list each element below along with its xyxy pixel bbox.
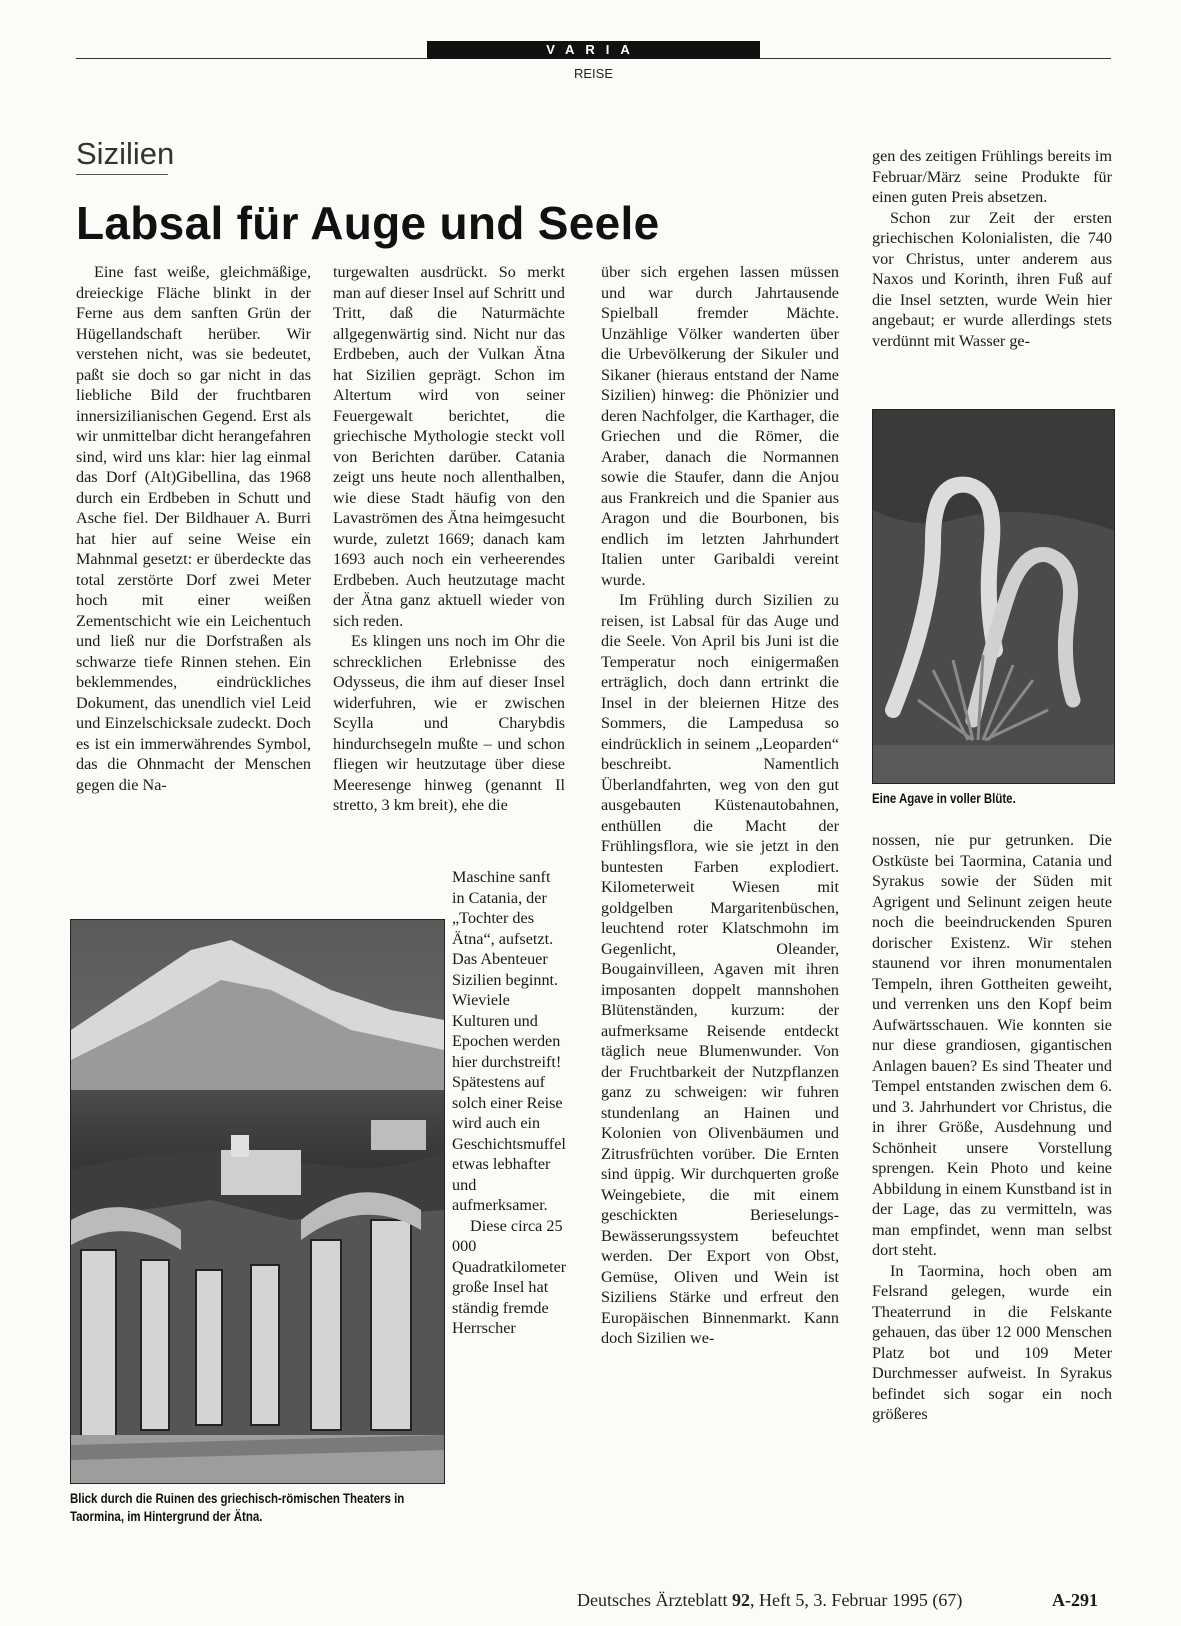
text-column-4-top bbox=[872, 146, 1112, 351]
theater-photo-caption: Blick durch die Ruinen des griechisch-römischen Theaters in Taormina, im Hintergrund der Ätna. bbox=[70, 1490, 405, 1524]
subsection-label: REISE bbox=[573, 66, 613, 81]
text-column-2-narrow bbox=[452, 867, 565, 1339]
section-banner: VARIA bbox=[427, 41, 760, 59]
article-kicker: Sizilien bbox=[76, 136, 175, 171]
page-footer bbox=[577, 1590, 962, 1611]
paragraph: Eine fast weiße, gleichmäßige, dreieckige Fläche blinkt in der Ferne aus dem sanften Grün der Hügellandschaft herüber. Wir verstehen nicht, was sie bedeutet, paßt sie doch so gar nicht in das liebliche Bild der fruchtbaren innersizilianischen Gegend. Erst als wir unmittelbar dicht herangefahren sind, wird uns klar: hier lag einmal das Dorf (Alt)Gibellina, das 1968 durch ein Erdbeben in Schutt und Asche fiel. Der Bildhauer A. Burri hat hier auf seine Weise ein Mahnmal gesetzt: er überdeckte das total zerstörte Dorf zwei Meter hoch mit einer weißen Zementschicht wie ein Leichentuch und ließ nur die Dorfstraßen als schwarze tiefe Rinnen stehen. Ein beklemmendes, eindrückliches Dokument, das unendlich viel Leid und Einzelschicksale zudeckt. Doch es ist ein immerwährendes Symbol, das die Ohnmacht der Menschen gegen die Na- bbox=[76, 263, 311, 794]
paragraph: nossen, nie pur getrunken. Die Ostküste bei Taormina, Catania und Syrakus sowie der Süden mit Agrigent und Selinunt zeigen heute noch die beeindruckenden Spuren dorischer Existenz. Wir stehen staunend vor ihren monumentalen Tempeln, ihren Gottheiten geweiht, und verrenken uns den Kopf beim Aufwärtsschauen. Wie konnten sie nur diese grandiosen, gigantischen Anlagen bauen? Es sind Theater und Tempel entstanden zwischen dem 6. und 3. Jahrhundert vor Christus, die in ihrer Größe, Ausdehnung und Schönheit unsere Vorstellung sprengen. Kein Photo und keine Abbildung in einem Kunstband ist in der Lage, das zu vermitteln, was man empfindet, wenn man selbst dort steht. bbox=[872, 831, 1112, 1259]
paragraph: Im Frühling durch Sizilien zu reisen, ist Labsal für das Auge und die Seele. Von April bis Juni ist die Temperatur noch einigermaßen erträglich, doch dann ertrinkt die Insel in der bleiernen Hitze des Sommers, die Lampedusa so eindrücklich in seinem „Leoparden“ beschreibt. Namentlich Überlandfahrten, weg von den gut ausgebauten Küstenautobahnen, enthüllen die Macht der Frühlingsflora, wie sie jetzt in den buntesten Farben explodiert. Kilometerweit Wiesen mit goldgelben Margaritenbüschen, leuchtend roter Klatschmohn im Gegenlicht, Oleander, Bougainvilleen, Agaven mit ihren imposanten doppelt mannshohen Blütenständen, kurzum: der aufmerksame Reisende entdeckt täglich neue Blumenwunder. Von der Fruchtbarkeit der Nutzpflanzen ganz zu schweigen: wir fuhren stundenlang an Hainen und Kolonien von Olivenbäumen und Zitrusfrüchten vorüber. Die Ernten sind üppig. Wir durchquerten große Weingebiete, die mit einem geschickten Berieselungs-Bewässerungssystem befeuchtet werden. Der Export von Obst, Gemüse, Oliven und Wein ist Siziliens Stärke und erfreut den Europäischen Binnenmarkt. Kann doch Sizilien we- bbox=[601, 591, 839, 1347]
agave-photo-caption: Eine Agave in voller Blüte. bbox=[872, 790, 1016, 806]
page-number: A-291 bbox=[1052, 1590, 1098, 1610]
text-column-2 bbox=[333, 262, 565, 816]
paragraph: über sich ergehen lassen müssen und war durch Jahrtausende Spielball fremder Mächte. Unzählige Völker wanderten über die Urbevölkerung der Sikuler und Sikaner (hieraus entstand der Name Sizilien) hinweg: die Phönizier und deren Nachfolger, die Karthager, die Griechen und die Römer, die Araber, danach die Normannen sowie die Staufer, dann die Anjou aus Frankreich und die Spanier aus Aragon und die Bourbonen, bis endlich im letzten Jahrhundert Italien unter Garibaldi vereint wurde. bbox=[601, 263, 839, 589]
issue-date: , Heft 5, 3. Februar 1995 (67) bbox=[749, 1590, 963, 1610]
text-column-1 bbox=[76, 262, 311, 795]
agave-image bbox=[873, 410, 1114, 783]
kicker-underline bbox=[76, 174, 168, 175]
paragraph: gen des zeitigen Frühlings bereits im Februar/März seine Produkte für einen guten Preis absetzen. bbox=[872, 147, 1112, 206]
paragraph: Schon zur Zeit der ersten griechischen Kolonialisten, die 740 vor Christus, unter anderem aus Naxos und Korinth, ihren Fuß auf die Insel setzten, wurde Wein hier angebaut; er wurde allerdings stets verdünnt mit Wasser ge- bbox=[872, 208, 1112, 350]
paragraph: Es klingen uns noch im Ohr die schrecklichen Erlebnisse des Odysseus, die ihm auf dieser Insel widerfuhren, wie er zwischen Scylla und Charybdis hindurchsegeln mußte – und schon fliegen wir heutzutage über diese Meeresenge hinweg (genannt Il stretto, 3 km breit), ehe die bbox=[333, 632, 565, 814]
text-column-3 bbox=[601, 262, 839, 1349]
theater-ruins-image bbox=[71, 920, 444, 1483]
journal-name: Deutsches Ärzteblatt bbox=[577, 1590, 728, 1610]
theater-photo bbox=[70, 919, 445, 1484]
text-column-4-bottom bbox=[872, 830, 1112, 1425]
paragraph: In Taormina, hoch oben am Felsrand gelegen, wurde ein Theaterrund in die Felskante gehauen, das über 12 000 Menschen Platz bot und 109 Meter Durchmesser aufweist. In Syrakus befindet sich sogar ein noch größeres bbox=[872, 1261, 1112, 1423]
paragraph: Diese circa 25 000 Quadratkilometer große Insel hat ständig fremde Herrscher bbox=[452, 1216, 567, 1337]
agave-photo bbox=[872, 409, 1115, 784]
article-headline: Labsal für Auge und Seele bbox=[76, 197, 660, 249]
journal-volume: 92 bbox=[731, 1590, 750, 1610]
paragraph: turgewalten ausdrückt. So merkt man auf dieser Insel auf Schritt und Tritt, daß die Naturmächte allgegenwärtig sind. Nicht nur das Erdbeben, auch der Vulkan Ätna hat Sizilien geprägt. Schon im Altertum wird von seiner Feuergewalt berichtet, die griechische Mythologie steckt voll von Berichten darüber. Catania zeigt uns heute noch allenthalben, wie diese Stadt häufig von den Lavaströmen des Ätna heimgesucht wurde, zuletzt 1669; danach kam 1693 auch noch ein verheerendes Erdbeben. Auch heutzutage macht der Ätna ganz aktuell wieder von sich reden. bbox=[333, 263, 565, 630]
paragraph: Maschine sanft in Catania, der „Tochter des Ätna“, aufsetzt. Das Abenteuer Sizilien beginnt. Wieviele Kulturen und Epochen werden hier durchstreift! Spätestens auf solch einer Reise wird auch ein Geschichtsmuffel etwas lebhafter und aufmerksamer. bbox=[452, 868, 566, 1214]
